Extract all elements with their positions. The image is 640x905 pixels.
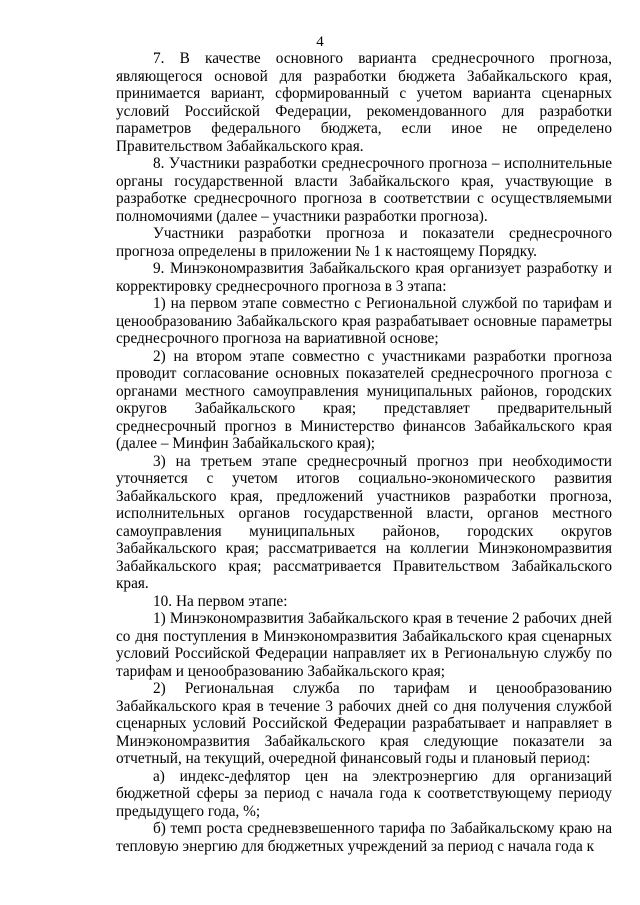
document-body xyxy=(116,50,612,855)
paragraph-9-item-1: 1) на первом этапе совместно с Региональной службой по тарифам и ценообразованию Забайкальского края разрабатывает основные параметры среднесрочного прогноза на вариативной основе; xyxy=(116,295,612,347)
paragraph-10-item-2: 2) Региональная служба по тарифам и ценообразованию Забайкальского края в течение 3 рабочих дней со дня получения службой сценарных условий Российской Федерации разрабатывает и направляет в Минэкономразвития Забайкальского края следующие показатели за отчетный, на текущий, очередной финансовый годы и плановый период: xyxy=(116,680,612,767)
paragraph-9-item-2: 2) на втором этапе совместно с участниками разработки прогноза проводит согласование основных показателей среднесрочного прогноза с органами местного самоуправления муниципальных районов, городских округов Забайкальского края; представляет предварительный среднесрочный прогноз в Министерство финансов Забайкальского края (далее – Минфин Забайкальского края); xyxy=(116,347,612,452)
paragraph-9-item-3: 3) на третьем этапе среднесрочный прогноз при необходимости уточняется с учетом итогов социально-экономического развития Забайкальского края, предложений участников разработки прогноза, исполнительных органов государственной власти, органов местного самоуправления муниципальных районов, городских округов Забайкальского края; рассматривается на коллегии Минэкономразвития Забайкальского края; рассматривается Правительством Забайкальского края. xyxy=(116,452,612,592)
paragraph-10-subitem-b: б) темп роста средневзвешенного тарифа по Забайкальскому краю на тепловую энергию для бюджетных учреждений за период с начала года к xyxy=(116,820,612,855)
paragraph-10: 10. На первом этапе: xyxy=(153,592,288,610)
paragraph-8: 8. Участники разработки среднесрочного прогноза – исполнительные органы государственной власти Забайкальского края, участвующие в разработке среднесрочного прогноза в соответствии с осуществляемыми полномочиями (далее – участники разработки прогноза). xyxy=(116,155,612,225)
paragraph-10-subitem-a: а) индекс-дефлятор цен на электроэнергию для организаций бюджетной сферы за период с начала года к соответствующему периоду предыдущего года, %; xyxy=(116,767,612,820)
paragraph-8-note: Участники разработки прогноза и показатели среднесрочного прогноза определены в приложении № 1 к настоящему Порядку. xyxy=(116,225,612,260)
paragraph-9: 9. Минэкономразвития Забайкальского края организует разработку и корректировку среднесрочного прогноза в 3 этапа: xyxy=(116,260,612,295)
page-number: 4 xyxy=(316,34,324,50)
paragraph-10-item-1: 1) Минэкономразвития Забайкальского края в течение 2 рабочих дней со дня поступления в Минэкономразвития Забайкальского края сценарных условий Российской Федерации направляет их в Региональную службу по тарифам и ценообразованию Забайкальского края; xyxy=(116,610,612,680)
paragraph-7: 7. В качестве основного варианта среднесрочного прогноза, являющегося основой для разработки бюджета Забайкальского края, принимается вариант, сформированный с учетом варианта сценарных условий Российской Федерации, рекомендованного для разработки параметров федерального бюджета, если иное не определено Правительством Забайкальского края. xyxy=(116,50,612,155)
